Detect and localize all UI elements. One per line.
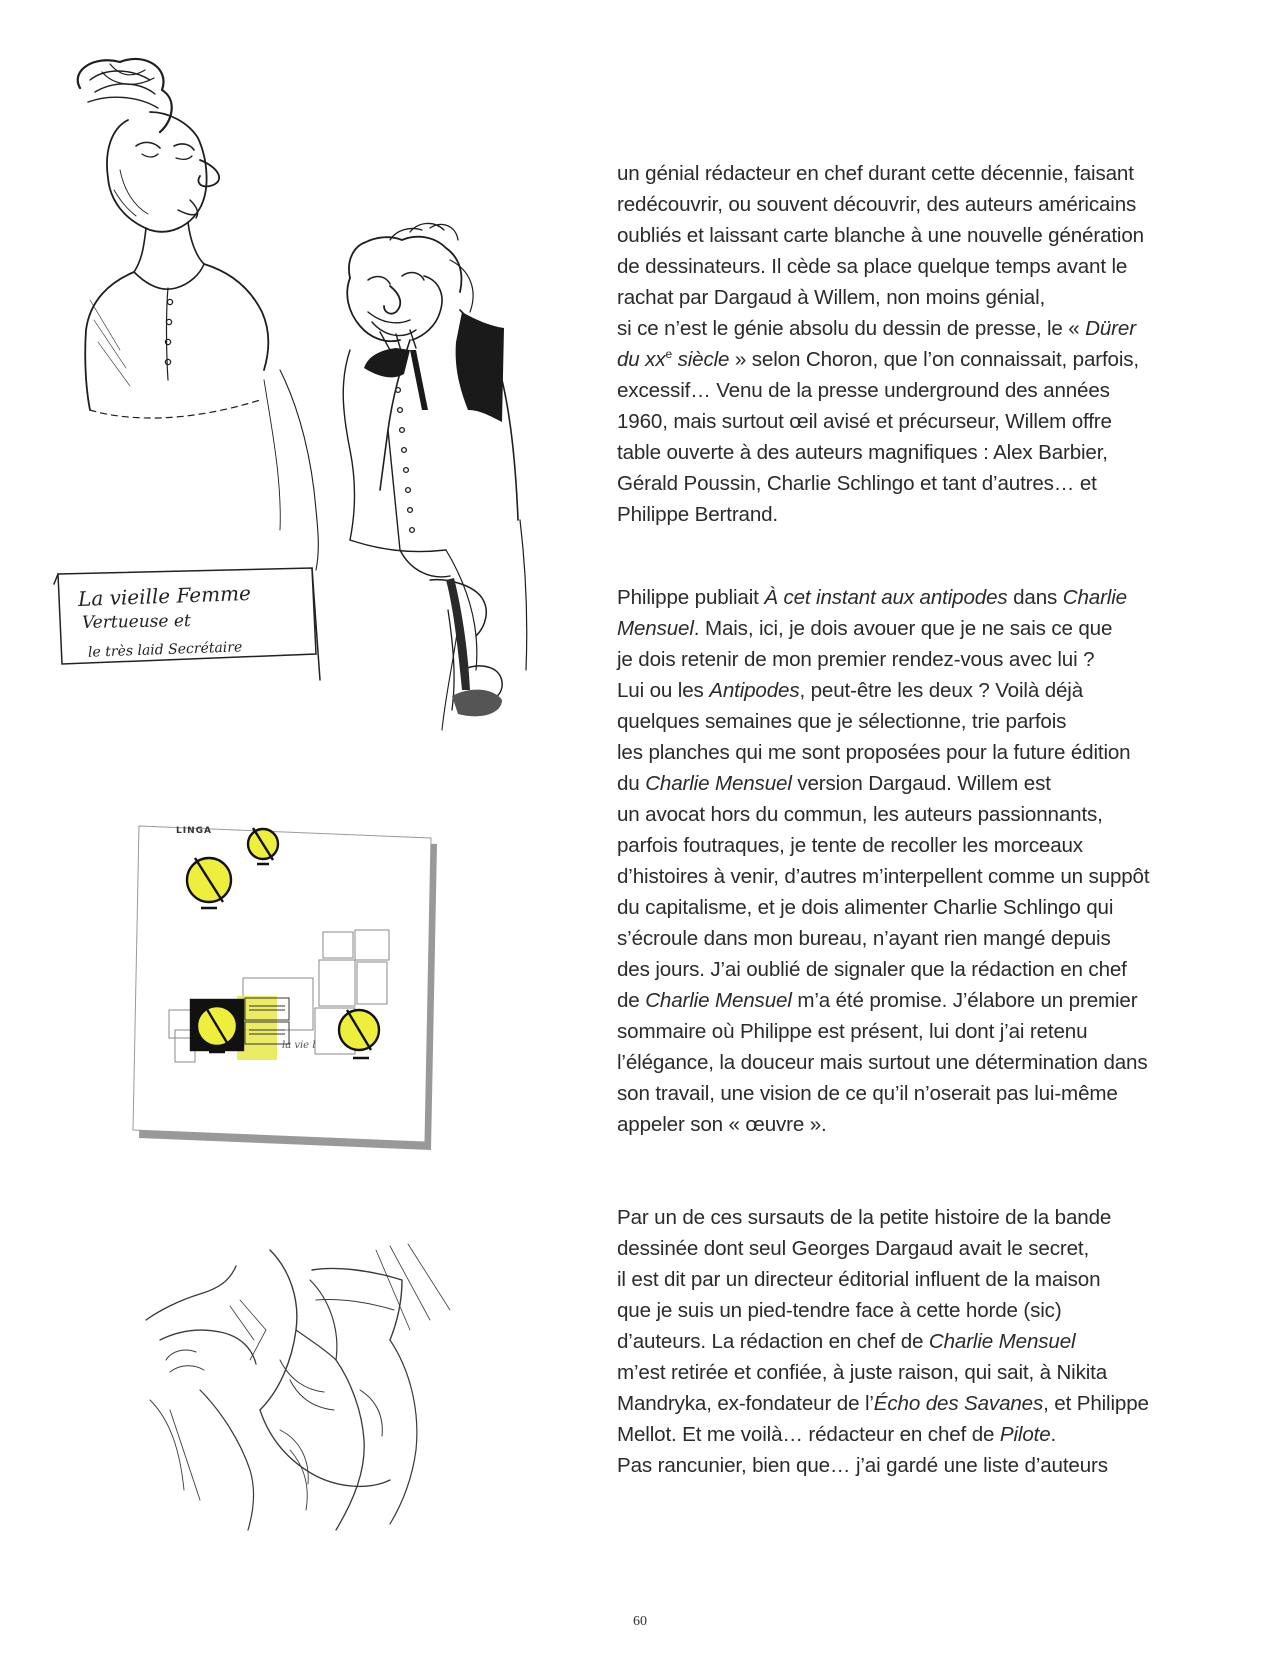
text-line: Lui ou les Antipodes, peut-être les deux ? Voilà déjà <box>617 679 1084 702</box>
paragraph-1 <box>617 158 1177 530</box>
caption-line-1: La vieille Femme <box>77 580 252 612</box>
text-line: redécouvrir, ou souvent découvrir, des auteurs américains <box>617 193 1137 216</box>
text-line: quelques semaines que je sélectionne, trie parfois <box>617 710 1067 733</box>
text-line: Mensuel. Mais, ici, je dois avouer que je ne sais ce que <box>617 617 1113 640</box>
text-line: Pas rancunier, bien que… j’ai gardé une liste d’auteurs <box>617 1454 1108 1477</box>
text-line: parfois foutraques, je tente de recoller les morceaux <box>617 834 1083 857</box>
page-number: 60 <box>633 1614 647 1629</box>
text-line: 1960, mais surtout œil avisé et précurseur, Willem offre <box>617 410 1112 433</box>
text-line: excessif… Venu de la presse underground des années <box>617 379 1110 402</box>
text-line: m’est retirée et confiée, à juste raison, qui sait, à Nikita <box>617 1361 1108 1384</box>
text-line: d’histoires à venir, d’autres m’interpellent comme un suppôt <box>617 865 1150 888</box>
text-line: d’auteurs. La rédaction en chef de Charlie Mensuel <box>617 1330 1076 1353</box>
text-line: Mandryka, ex-fondateur de l’Écho des Savanes, et Philippe <box>617 1392 1149 1415</box>
text-line: Mellot. Et me voilà… rédacteur en chef de Pilote. <box>617 1423 1057 1446</box>
caption-line-3: le très laid Secrétaire <box>87 639 243 661</box>
text-line: dessinée dont seul Georges Dargaud avait le secret, <box>617 1237 1090 1260</box>
text-line: que je suis un pied-tendre face à cette horde (sic) <box>617 1299 1062 1322</box>
sketch-card-with-yellow-symbols <box>125 820 455 1160</box>
text-line: Par un de ces sursauts de la petite histoire de la bande <box>617 1206 1112 1229</box>
text-line: table ouverte à des auteurs magnifiques : Alex Barbier, <box>617 441 1108 464</box>
text-line: son travail, une vision de ce qu’il n’oserait pas lui-même <box>617 1082 1118 1105</box>
card-header-text: LINGA <box>176 826 212 836</box>
text-line: du Charlie Mensuel version Dargaud. Willem est <box>617 772 1051 795</box>
text-line: du capitalisme, et je dois alimenter Charlie Schlingo qui <box>617 896 1114 919</box>
sketch-hands-pencil <box>140 1240 470 1540</box>
text-line: l’élégance, la douceur mais surtout une détermination dans <box>617 1051 1148 1074</box>
text-line: appeler son « œuvre ». <box>617 1113 827 1136</box>
text-line: Philippe Bertrand. <box>617 503 779 526</box>
paragraph-3 <box>617 1202 1177 1481</box>
caption-line-2: Vertueuse et <box>81 611 191 633</box>
text-line: Gérald Poussin, Charlie Schlingo et tant d’autres… et <box>617 472 1097 495</box>
text-line: s’écroule dans mon bureau, n’ayant rien mangé depuis <box>617 927 1111 950</box>
text-line: du $xx^e$ siècle » selon Choron, que l’on connaissait, parfois, <box>617 347 1139 371</box>
text-line: les planches qui me sont proposées pour la future édition <box>617 741 1131 764</box>
text-line: si ce n’est le génie absolu du dessin de presse, le « Dürer <box>617 317 1136 340</box>
text-line: un avocat hors du commun, les auteurs passionnants, <box>617 803 1103 826</box>
text-line: oubliés et laissant carte blanche à une nouvelle génération <box>617 224 1144 247</box>
text-line: rachat par Dargaud à Willem, non moins génial, <box>617 286 1046 309</box>
card-scribble-text: la vie l <box>282 1040 316 1051</box>
paragraph-2 <box>617 582 1177 1140</box>
text-line: un génial rédacteur en chef durant cette décennie, faisant <box>617 162 1134 185</box>
text-line: des jours. J’ai oublié de signaler que la rédaction en chef <box>617 958 1127 981</box>
text-line: Philippe publiait À cet instant aux antipodes dans Charlie <box>617 586 1127 609</box>
text-line: sommaire où Philippe est présent, lui dont j’ai retenu <box>617 1020 1088 1043</box>
text-line: de Charlie Mensuel m’a été promise. J’élabore un premier <box>617 989 1138 1012</box>
text-line: il est dit par un directeur éditorial influent de la maison <box>617 1268 1101 1291</box>
text-line: je dois retenir de mon premier rendez-vous avec lui ? <box>617 648 1095 671</box>
text-line: de dessinateurs. Il cède sa place quelque temps avant le <box>617 255 1128 278</box>
